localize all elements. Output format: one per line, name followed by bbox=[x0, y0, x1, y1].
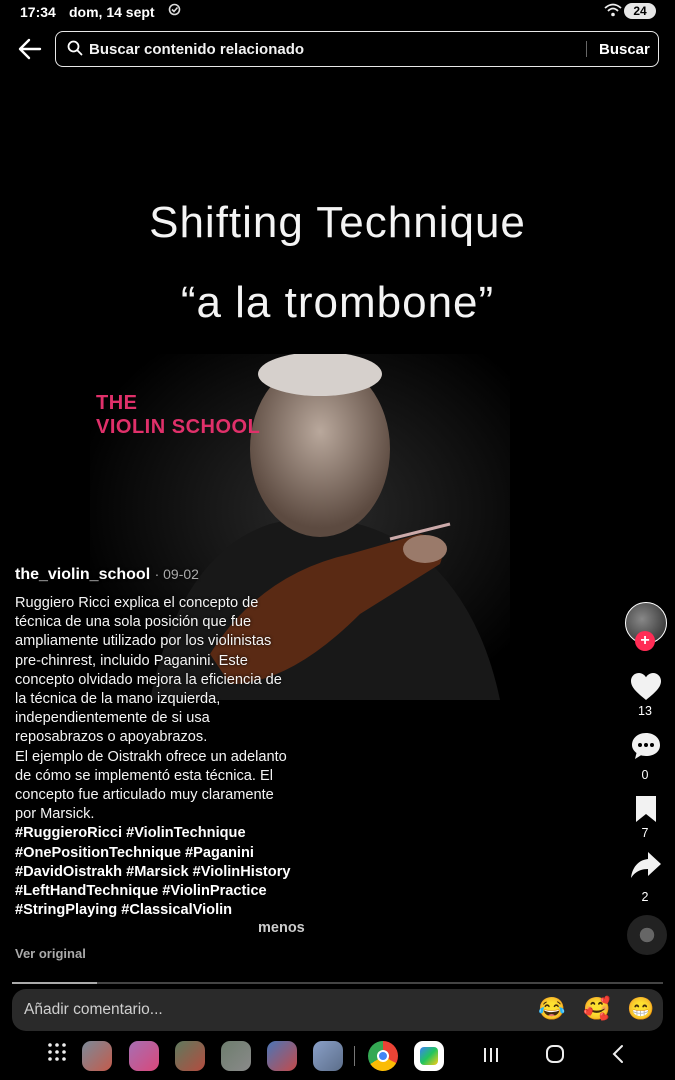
app-drawer-icon[interactable] bbox=[47, 1042, 67, 1068]
battery-icon: 24 bbox=[624, 3, 656, 19]
caption-line: Ruggiero Ricci explica el concepto de bbox=[15, 595, 259, 611]
app-folder-icon[interactable] bbox=[221, 1041, 251, 1071]
search-divider bbox=[586, 41, 587, 57]
less-button[interactable]: menos bbox=[258, 920, 305, 936]
caption-line: pre-chinrest, incluido Paganini. Este bbox=[15, 652, 248, 669]
video-progress-bar[interactable] bbox=[12, 982, 663, 984]
logo-violin-school: VIOLIN SCHOOL bbox=[96, 416, 261, 438]
hashtags[interactable] bbox=[15, 824, 315, 920]
username[interactable]: the_violin_school bbox=[15, 566, 151, 583]
post-date: · 09-02 bbox=[154, 566, 199, 582]
search-input[interactable] bbox=[55, 31, 659, 67]
app-folder-icon[interactable] bbox=[175, 1041, 205, 1071]
emoji-love-button[interactable]: 🥰 bbox=[583, 996, 611, 1021]
hashtag-line[interactable]: #StringPlaying #ClassicalViolin bbox=[15, 902, 233, 919]
hashtag-line[interactable]: #RuggieroRicci #ViolinTechnique bbox=[15, 825, 246, 842]
hashtag-line[interactable]: #DavidOistrakh #Marsick #ViolinHistory bbox=[15, 863, 291, 880]
system-nav-bar bbox=[0, 1036, 675, 1080]
app-folder-icon[interactable] bbox=[267, 1041, 297, 1071]
video-progress-fill bbox=[12, 982, 97, 984]
caption-header bbox=[15, 566, 315, 584]
emoji-grin-button[interactable]: 😁 bbox=[627, 996, 655, 1021]
emoji-laugh-button[interactable]: 😂 bbox=[538, 996, 566, 1021]
logo-the: THE bbox=[96, 392, 138, 414]
view-original-link[interactable]: Ver original bbox=[15, 946, 86, 961]
app-folder-icon[interactable] bbox=[82, 1041, 112, 1071]
status-time: 17:34 bbox=[20, 4, 56, 20]
hashtag-line[interactable]: #LeftHandTechnique #ViolinPractice bbox=[15, 883, 267, 900]
post-caption bbox=[15, 566, 315, 920]
recent-apps-icon[interactable] bbox=[482, 1044, 500, 1070]
dock-divider bbox=[354, 1046, 355, 1066]
share-count: 2 bbox=[641, 890, 649, 904]
like-count: 13 bbox=[638, 704, 652, 718]
video-title-line2: “a la trombone” bbox=[180, 278, 495, 327]
caption-line: ampliamente utilizado por los violinistas bbox=[15, 633, 272, 650]
save-count: 7 bbox=[641, 826, 649, 840]
search-header bbox=[0, 30, 675, 68]
status-date: dom, 14 sept bbox=[69, 4, 155, 20]
app-folder-icon[interactable] bbox=[129, 1041, 159, 1071]
caption-line: reposabrazos o apoyabrazos. bbox=[15, 729, 208, 746]
heart-icon[interactable] bbox=[630, 672, 662, 702]
caption-line: concepto fue articulado muy claramente bbox=[15, 787, 274, 804]
caption-line: concepto olvidado mejora la eficiencia de bbox=[15, 671, 282, 688]
app-folder-icon[interactable] bbox=[313, 1041, 343, 1071]
comment-placeholder: Añadir comentario... bbox=[24, 1001, 163, 1018]
share-icon[interactable] bbox=[630, 850, 662, 880]
back-arrow-icon[interactable] bbox=[16, 36, 44, 62]
wifi-icon bbox=[604, 3, 622, 17]
chrome-icon[interactable] bbox=[368, 1041, 398, 1071]
video-title-line1: Shifting Technique bbox=[149, 198, 526, 247]
search-query: Buscar contenido relacionado bbox=[89, 41, 305, 58]
bookmark-icon[interactable] bbox=[633, 794, 665, 824]
follow-plus-icon[interactable]: + bbox=[635, 631, 655, 651]
caption-line: técnica de una sola posición que fue bbox=[15, 614, 252, 631]
comment-input[interactable] bbox=[12, 989, 663, 1031]
caption-line: independientemente de si usa bbox=[15, 710, 210, 727]
caption-line: El ejemplo de Oistrakh ofrece un adelanto bbox=[15, 748, 287, 765]
search-icon bbox=[67, 40, 83, 56]
gallery-app-icon[interactable] bbox=[414, 1041, 444, 1071]
hashtag-line[interactable]: #OnePositionTechnique #Paganini bbox=[15, 844, 254, 861]
status-bar bbox=[0, 0, 675, 24]
caption-line: la técnica de la mano izquierda, bbox=[15, 691, 221, 708]
comment-count: 0 bbox=[641, 768, 649, 782]
caption-body bbox=[15, 594, 315, 824]
search-button[interactable]: Buscar bbox=[599, 41, 650, 58]
sync-icon bbox=[168, 3, 181, 19]
caption-line: de cómo se implementó esta técnica. El bbox=[15, 767, 273, 784]
home-icon[interactable] bbox=[545, 1044, 565, 1070]
caption-line: por Marsick. bbox=[15, 806, 95, 823]
sound-disc-icon[interactable] bbox=[627, 915, 667, 955]
nav-back-icon[interactable] bbox=[610, 1044, 626, 1070]
comment-icon[interactable] bbox=[630, 731, 662, 761]
